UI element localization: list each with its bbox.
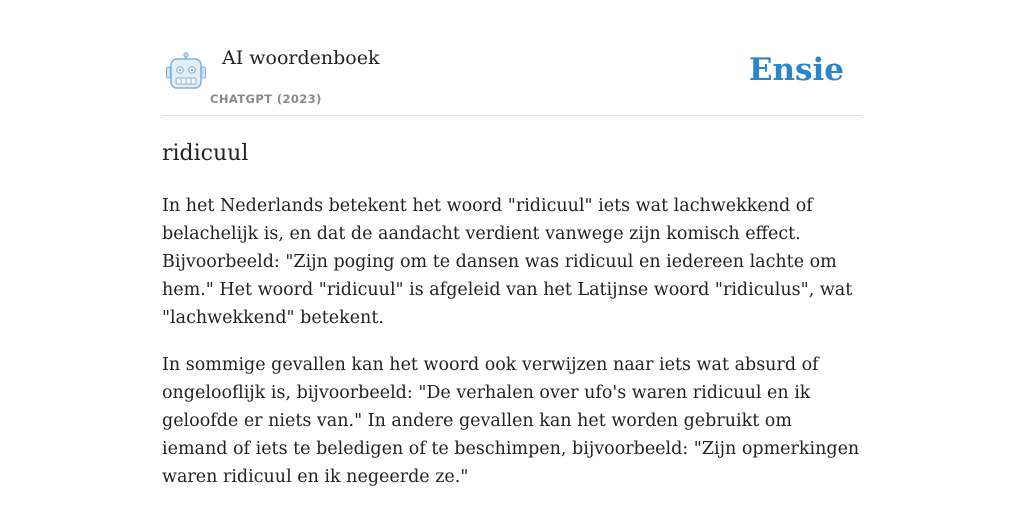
site-title[interactable]: AI woordenboek (222, 47, 380, 69)
entry-word: ridicuul (162, 141, 249, 166)
page (162, 0, 862, 512)
definition-paragraph: In het Nederlands betekent het woord "ridicuul" iets wat lachwekkend of belachelijk is, en dat de aandacht verdient vanwege zijn komisch effect. Bijvoorbeeld: "Zijn poging om te dansen was ridicuul en iedereen lachte om hem." Het woord "ridicuul" is afgeleid van het Latijnse woord "ridiculus", wat "lachwekkend" betekent. (162, 196, 853, 328)
source-label: CHATGPT (2023) (210, 92, 322, 106)
robot-icon (166, 52, 206, 90)
brand-logo-link[interactable]: Ensie (748, 52, 844, 88)
definition-body (162, 192, 862, 510)
definition-paragraph: In sommige gevallen kan het woord ook verwijzen naar iets wat absurd of ongelooflijk is, bijvoorbeeld: "De verhalen over ufo's waren ridicuul en ik geloofde er niets van." In andere gevallen kan het worden gebruikt om iemand of iets te beledigen of te beschimpen, bijvoorbeeld: "Zijn opmerkingen waren ridicuul en ik negeerde ze." (162, 355, 860, 487)
header (162, 0, 862, 116)
